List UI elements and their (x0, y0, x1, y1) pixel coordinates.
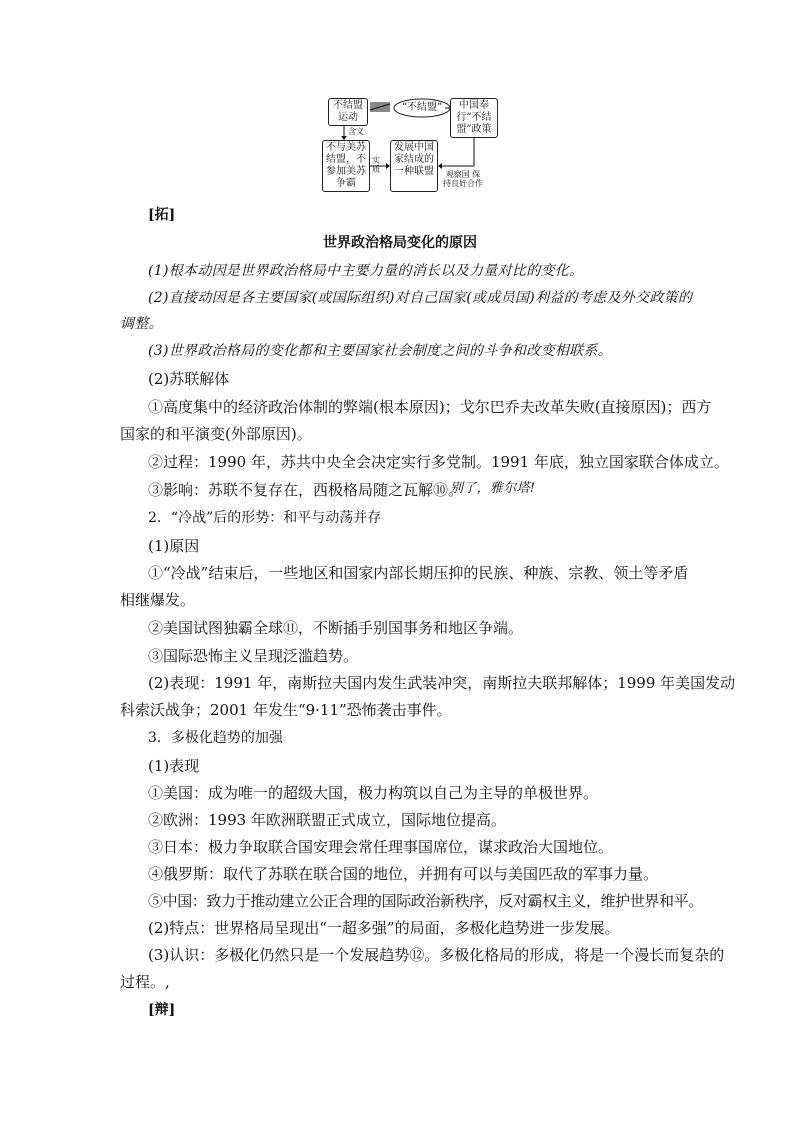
node-china-policy: 中国奉行“不结盟”政策 (450, 98, 498, 138)
duoji-i3: ③日本：极力争取联合国安理会常任理事国席位，谋求政治大国地位。 (148, 838, 614, 856)
duoji-view-b: 过程。, (120, 973, 170, 991)
duoji-i5: ⑤中国：致力于推动建立公正合理的国际政治新秩序，反对霸权主义，维护世界和平。 (148, 892, 703, 910)
lengzhan-show-a: (2)表现：1991 年，南斯拉夫国内发生武装冲突，南斯拉夫联邦解体；1999 年美国发动 (148, 674, 736, 692)
tuo-tag: [拓] (148, 207, 176, 223)
lengzhan-r1a: ①“冷战”结束后，一些地区和国家内部长期压抑的民族、种族、宗教、领土等矛盾 (148, 564, 689, 582)
lengzhan-reason-heading: (1)原因 (148, 537, 200, 555)
lengzhan-heading: 2．“冷战”后的形势：和平与动荡并存 (148, 510, 382, 526)
sulian-heading: (2)苏联解体 (148, 370, 230, 388)
concept-diagram (318, 94, 508, 198)
lengzhan-r3: ③国际恐怖主义呈现泛滥趋势。 (148, 647, 359, 665)
duoji-heading: 3．多极化趋势的加强 (148, 730, 283, 746)
node-developing-union: 发展中国家结成的一种联盟 (390, 140, 438, 192)
lengzhan-r2: ②美国试图独霸全球⑪，不断插手别国事务和地区争端。 (148, 619, 524, 637)
sulian-c1a: ①高度集中的经济政治体制的弊端(根本原因)；戈尔巴乔夫改革失败(直接原因)；西方 (148, 398, 712, 416)
duoji-show-heading: (1)表现 (148, 757, 200, 775)
bian-tag: [辩] (148, 1002, 176, 1018)
lengzhan-r1b: 相继爆发。 (120, 591, 196, 609)
lengzhan-show-b: 科索沃战争；2001 年发生“9·11”恐怖袭击事件。 (120, 701, 452, 719)
duoji-i1: ①美国：成为唯一的超级大国，极力构筑以自己为主导的单极世界。 (148, 784, 599, 802)
tuo-p2b: 调整。 (120, 316, 163, 332)
node-nonaligned-movement: 不结盟运动 (328, 98, 368, 126)
section-title: 世界政治格局变化的原因 (323, 235, 477, 251)
handwritten-note: 别了，雅尔塔! (450, 481, 536, 496)
tuo-p1: (1)根本动因是世界政治格局中主要力量的消长以及力量对比的变化。 (148, 263, 584, 279)
tuo-p3: (3)世界政治格局的变化都和主要国家社会制度之间的斗争和改变相联系。 (148, 343, 613, 359)
tuo-p2a: (2)直接动因是各主要国家(或国际组织)对自己国家(或成员国)利益的考虑及外交政策的 (148, 290, 693, 306)
node-nonaligned: “不结盟” (401, 102, 443, 113)
sulian-c1b: 国家的和平演变(外部原因)。 (120, 425, 312, 443)
left-arrow-head (438, 163, 442, 169)
duoji-i2: ②欧洲：1993 年欧洲联盟正式成立，国际地位提高。 (148, 811, 506, 829)
label-observer: 观察国 保持良好合作 (443, 170, 483, 188)
label-essence: 实质 (372, 156, 380, 174)
sulian-c3: ③影响：苏联不复存在，西极格局随之瓦解⑩。 (148, 481, 464, 499)
duoji-feature: (2)特点：世界格局呈现出“一超多强”的局面，多极化趋势进一步发展。 (148, 919, 620, 937)
label-meaning: 含义 (348, 127, 364, 136)
sulian-c2: ②过程：1990 年，苏共中央全会决定实行多党制。1991 年底，独立国家联合体成立。 (148, 453, 729, 471)
duoji-view-a: (3)认识：多极化仍然只是一个发展趋势⑫。多极化格局的形成，将是一个漫长而复杂的 (148, 946, 725, 964)
node-no-alignment: 不与美苏结盟，不参加美苏争霸 (322, 140, 370, 192)
duoji-i4: ④俄罗斯：取代了苏联在联合国的地位，并拥有可以与美国匹敌的军事力量。 (148, 865, 659, 883)
